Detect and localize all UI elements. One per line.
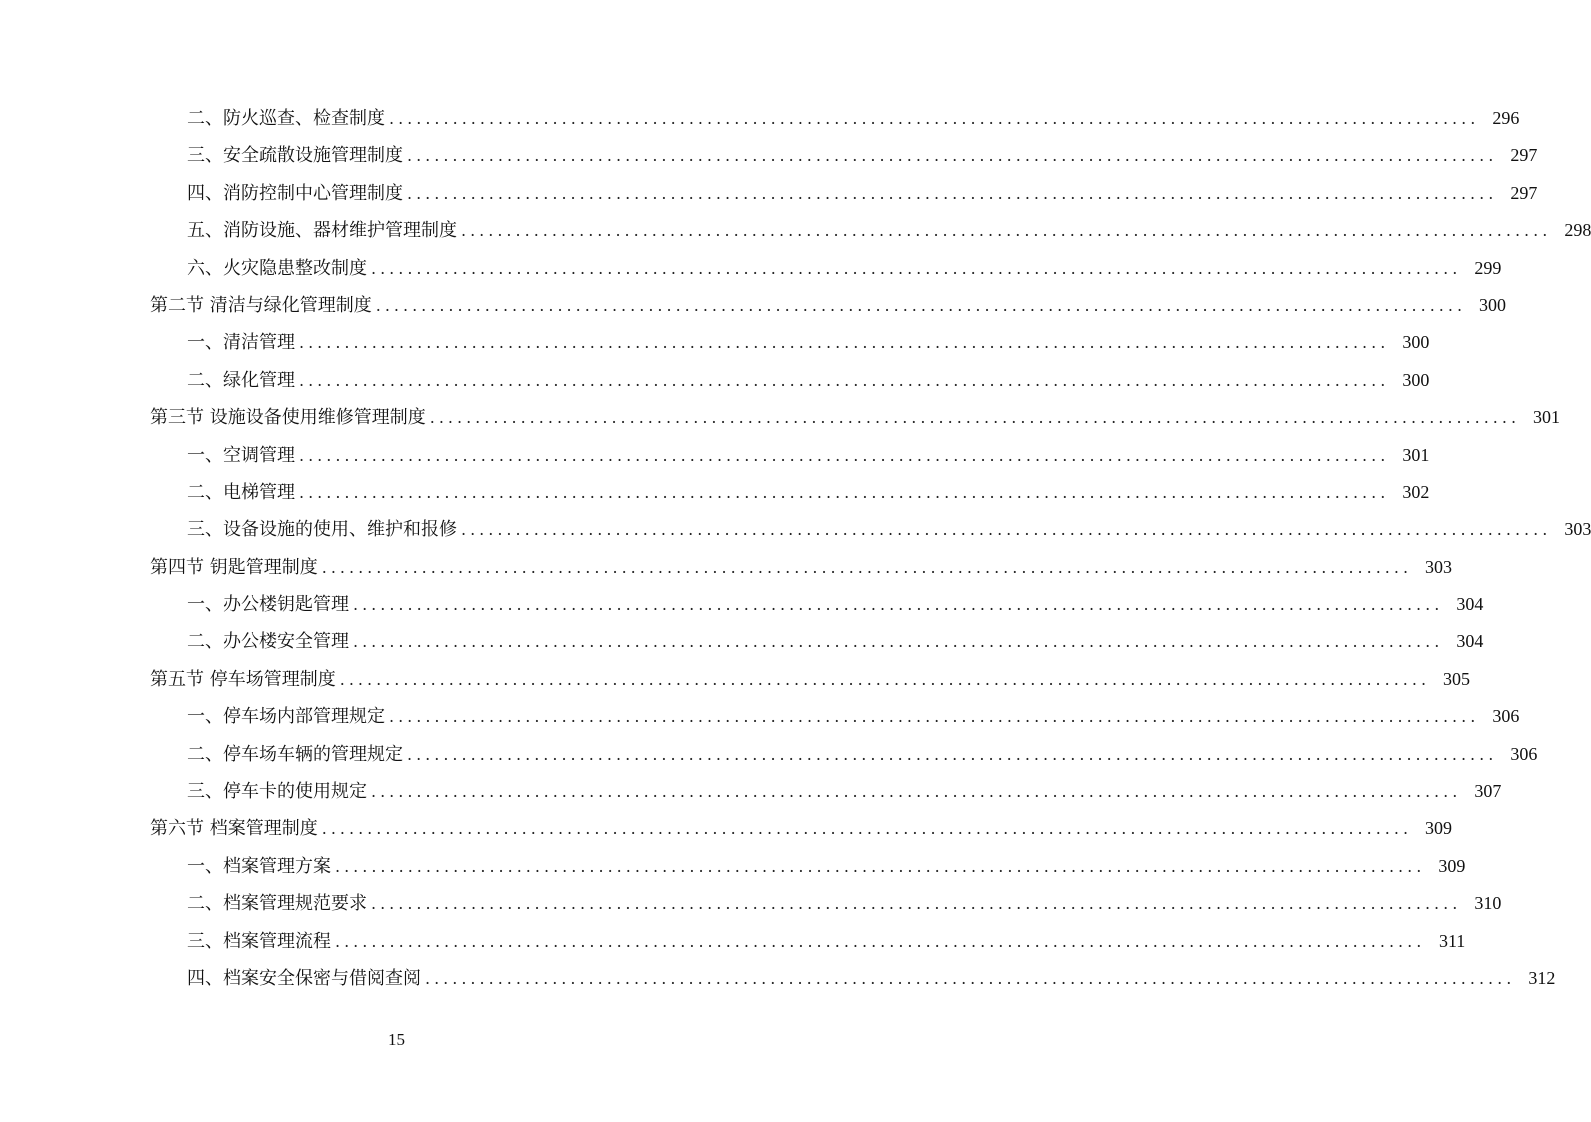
toc-section-entry[interactable] [150, 661, 1471, 698]
toc-entry-label: 一、停车场内部管理规定 [187, 706, 385, 728]
toc-entry-page: 303 [1425, 556, 1453, 577]
toc-entry-label: 第三节 设施设备使用维修管理制度 [150, 407, 426, 429]
toc-entry-label: 二、停车场车辆的管理规定 [187, 743, 403, 765]
toc-entry-label: 第六节 档案管理制度 [150, 818, 318, 840]
toc-entry-label: 第二节 清洁与绿化管理制度 [150, 294, 372, 316]
toc-entry-label: 六、火灾隐患整改制度 [187, 257, 367, 279]
toc-entry-label: 三、档案管理流程 [187, 930, 331, 952]
toc-entry-page: 298 [1564, 220, 1591, 241]
toc-section-entry[interactable] [150, 549, 1453, 586]
toc-subsection-entry[interactable] [150, 511, 1591, 548]
toc-subsection-entry[interactable] [150, 885, 1502, 922]
toc-dot-leader: ........................................................................................................................ [389, 707, 1480, 727]
toc-entry-page: 305 [1443, 668, 1471, 689]
toc-entry-label: 一、清洁管理 [187, 332, 295, 354]
toc-section-entry[interactable] [150, 810, 1453, 847]
toc-entry-page: 304 [1456, 631, 1484, 652]
table-of-contents [150, 100, 1591, 997]
toc-entry-page: 309 [1438, 855, 1466, 876]
page-number: 15 [388, 1030, 405, 1049]
toc-entry-page: 303 [1564, 519, 1591, 540]
toc-subsection-entry[interactable] [150, 623, 1484, 660]
toc-entry-label: 二、电梯管理 [187, 481, 295, 503]
toc-dot-leader: ........................................................................................................................ [299, 370, 1390, 390]
toc-subsection-entry[interactable] [150, 175, 1538, 212]
toc-entry-page: 297 [1510, 182, 1538, 203]
toc-dot-leader: ........................................................................................................................ [461, 520, 1552, 540]
toc-dot-leader: ........................................................................................................................ [375, 295, 1467, 315]
toc-dot-leader: ........................................................................................................................ [371, 894, 1462, 914]
toc-entry-label: 二、档案管理规范要求 [187, 893, 367, 915]
toc-subsection-entry[interactable] [150, 960, 1556, 997]
toc-dot-leader: ........................................................................................................................ [407, 183, 1498, 203]
toc-dot-leader: ........................................................................................................................ [353, 632, 1444, 652]
toc-entry-label: 四、档案安全保密与借阅查阅 [187, 967, 421, 989]
toc-dot-leader: ........................................................................................................................ [371, 782, 1462, 802]
toc-subsection-entry[interactable] [150, 437, 1430, 474]
toc-entry-label: 一、办公楼钥匙管理 [187, 594, 349, 616]
toc-entry-page: 307 [1474, 781, 1502, 802]
toc-entry-page: 306 [1492, 706, 1520, 727]
toc-dot-leader: ........................................................................................................................ [299, 333, 1390, 353]
toc-entry-page: 312 [1528, 967, 1556, 988]
toc-entry-page: 300 [1402, 369, 1430, 390]
toc-entry-page: 300 [1479, 294, 1507, 315]
toc-entry-label: 三、设备设施的使用、维护和报修 [187, 519, 457, 541]
toc-dot-leader: ........................................................................................................................ [353, 595, 1444, 615]
toc-dot-leader: ........................................................................................................................ [371, 258, 1462, 278]
toc-dot-leader: ........................................................................................................................ [299, 482, 1390, 502]
toc-entry-page: 299 [1474, 257, 1502, 278]
toc-entry-label: 二、办公楼安全管理 [187, 631, 349, 653]
toc-dot-leader: ........................................................................................................................ [461, 221, 1552, 241]
toc-entry-page: 311 [1438, 930, 1466, 951]
toc-entry-label: 五、消防设施、器材维护管理制度 [187, 220, 457, 242]
toc-subsection-entry[interactable] [150, 250, 1502, 287]
toc-dot-leader: ........................................................................................................................ [407, 744, 1498, 764]
toc-entry-label: 一、空调管理 [187, 444, 295, 466]
toc-subsection-entry[interactable] [150, 212, 1591, 249]
toc-entry-page: 302 [1402, 481, 1430, 502]
toc-section-entry[interactable] [150, 399, 1561, 436]
toc-entry-page: 301 [1533, 407, 1561, 428]
toc-subsection-entry[interactable] [150, 100, 1520, 137]
toc-entry-label: 二、绿化管理 [187, 369, 295, 391]
toc-entry-page: 301 [1402, 444, 1430, 465]
toc-dot-leader: ........................................................................................................................ [321, 557, 1413, 577]
toc-dot-leader: ........................................................................................................................ [389, 109, 1480, 128]
toc-section-entry[interactable] [150, 287, 1507, 324]
toc-subsection-entry[interactable] [150, 362, 1430, 399]
toc-entry-label: 四、消防控制中心管理制度 [187, 182, 403, 204]
toc-subsection-entry[interactable] [150, 736, 1538, 773]
toc-subsection-entry[interactable] [150, 137, 1538, 174]
toc-entry-page: 296 [1492, 108, 1520, 128]
toc-dot-leader: ........................................................................................................................ [335, 931, 1426, 951]
toc-subsection-entry[interactable] [150, 324, 1430, 361]
toc-dot-leader: ........................................................................................................................ [299, 445, 1390, 465]
toc-entry-label: 三、停车卡的使用规定 [187, 781, 367, 803]
toc-entry-label: 二、防火巡查、检查制度 [187, 108, 385, 129]
toc-dot-leader: ........................................................................................................................ [339, 669, 1431, 689]
toc-dot-leader: ........................................................................................................................ [429, 408, 1521, 428]
toc-entry-label: 第四节 钥匙管理制度 [150, 556, 318, 578]
toc-entry-label: 一、档案管理方案 [187, 855, 331, 877]
toc-entry-page: 309 [1425, 818, 1453, 839]
toc-entry-page: 300 [1402, 332, 1430, 353]
toc-subsection-entry[interactable] [150, 923, 1466, 960]
toc-subsection-entry[interactable] [150, 586, 1484, 623]
toc-entry-label: 三、安全疏散设施管理制度 [187, 145, 403, 167]
toc-dot-leader: ........................................................................................................................ [335, 856, 1426, 876]
toc-subsection-entry[interactable] [150, 474, 1430, 511]
toc-subsection-entry[interactable] [150, 848, 1466, 885]
toc-entry-page: 310 [1474, 893, 1502, 914]
toc-dot-leader: ........................................................................................................................ [407, 146, 1498, 166]
toc-entry-label: 第五节 停车场管理制度 [150, 668, 336, 690]
toc-entry-page: 297 [1510, 145, 1538, 166]
toc-dot-leader: ........................................................................................................................ [321, 819, 1413, 839]
toc-subsection-entry[interactable] [150, 773, 1502, 810]
toc-entry-page: 304 [1456, 594, 1484, 615]
toc-dot-leader: ........................................................................................................................ [425, 968, 1516, 988]
toc-entry-page: 306 [1510, 743, 1538, 764]
toc-subsection-entry[interactable] [150, 698, 1520, 735]
